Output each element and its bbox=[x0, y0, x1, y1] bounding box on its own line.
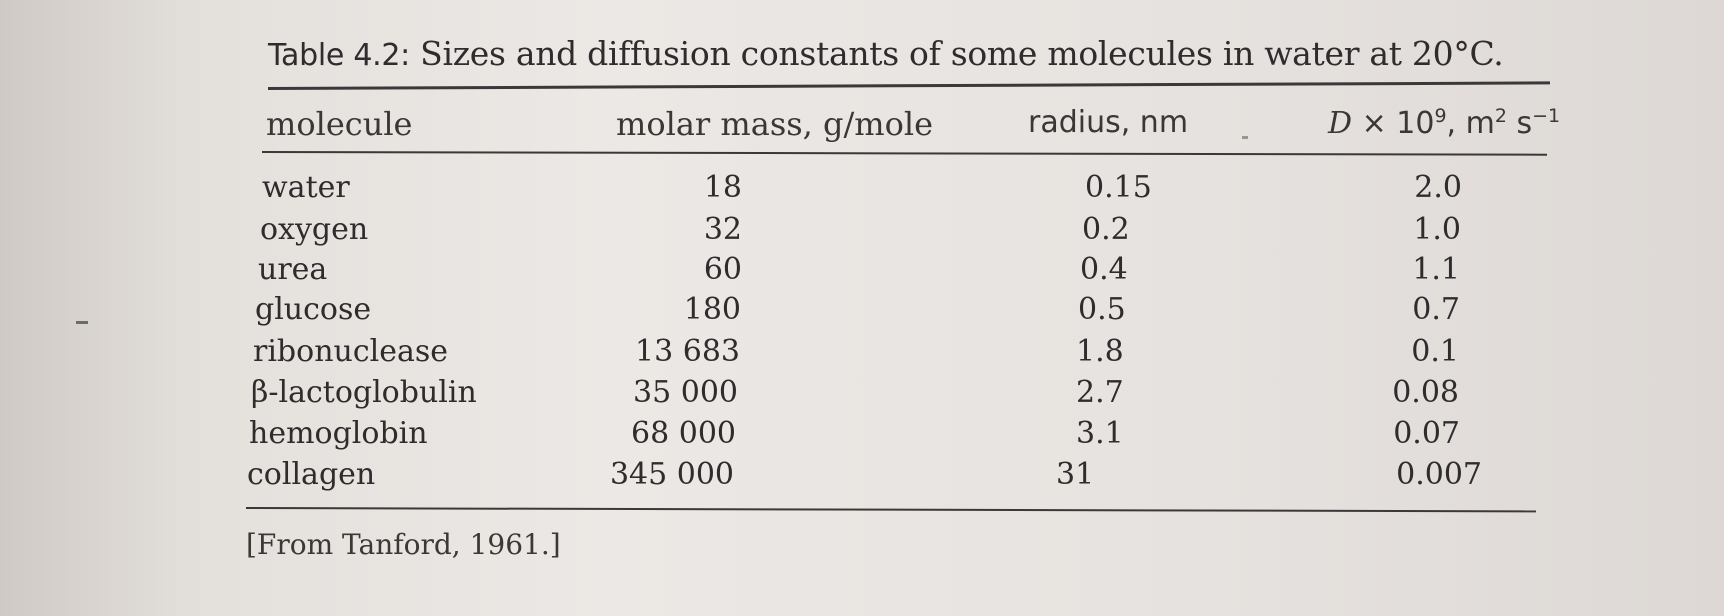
cell-mass: 68 000 bbox=[631, 416, 736, 451]
source-note: [From Tanford, 1961.] bbox=[246, 528, 561, 561]
cell-molecule: urea bbox=[258, 252, 328, 287]
ink-speck bbox=[1242, 136, 1248, 139]
cell-mass: 60 bbox=[703, 252, 742, 287]
table-row bbox=[0, 170, 1724, 210]
cell-radius: 0.2 bbox=[1082, 212, 1130, 247]
cell-diffusion: 2.0 bbox=[1414, 170, 1462, 205]
cell-molecule: hemoglobin bbox=[249, 416, 428, 451]
table-row bbox=[0, 252, 1724, 292]
header-molar-mass: molar mass, g/mole bbox=[616, 105, 934, 143]
header-diffusion-s-exp: −1 bbox=[1532, 105, 1561, 127]
cell-radius: 0.4 bbox=[1080, 252, 1128, 287]
cell-molecule: glucose bbox=[255, 292, 372, 327]
cell-diffusion: 0.07 bbox=[1393, 416, 1460, 451]
cell-diffusion: 0.007 bbox=[1396, 457, 1482, 492]
cell-radius: 31 bbox=[1056, 457, 1095, 492]
header-diffusion-s: s bbox=[1506, 106, 1533, 141]
table-caption bbox=[268, 34, 1503, 73]
cell-molecule: collagen bbox=[247, 457, 376, 492]
header-rule bbox=[262, 151, 1547, 156]
cell-mass: 345 000 bbox=[609, 457, 734, 492]
table-row bbox=[0, 375, 1724, 415]
cell-mass: 18 bbox=[703, 170, 742, 205]
caption-text: Sizes and diffusion constants of some molecules in water at 20°C. bbox=[420, 34, 1504, 73]
cell-radius: 3.1 bbox=[1076, 416, 1124, 451]
cell-diffusion: 1.0 bbox=[1413, 212, 1461, 247]
cell-diffusion: 0.7 bbox=[1412, 292, 1460, 327]
header-molecule: molecule bbox=[266, 105, 413, 143]
table-row bbox=[0, 292, 1724, 332]
cell-radius: 0.15 bbox=[1085, 170, 1152, 205]
cell-molecule: ribonuclease bbox=[253, 334, 449, 369]
cell-mass: 180 bbox=[683, 292, 741, 327]
header-diffusion-times: × 10 bbox=[1352, 106, 1435, 141]
cell-radius: 2.7 bbox=[1076, 375, 1124, 410]
table-row bbox=[0, 457, 1724, 497]
header-diffusion-unit-exp: 2 bbox=[1494, 105, 1507, 127]
cell-radius: 1.8 bbox=[1076, 334, 1124, 369]
bottom-rule bbox=[246, 507, 1536, 512]
table-row bbox=[0, 212, 1724, 252]
cell-diffusion: 0.08 bbox=[1392, 375, 1459, 410]
cell-diffusion: 1.1 bbox=[1412, 252, 1460, 287]
cell-molecule: oxygen bbox=[260, 212, 369, 247]
caption-label: Table 4.2: bbox=[268, 38, 410, 73]
cell-radius: 0.5 bbox=[1078, 292, 1126, 327]
header-radius: radius, nm bbox=[1028, 105, 1189, 140]
top-rule bbox=[268, 81, 1550, 90]
header-diffusion bbox=[1328, 105, 1560, 141]
table-row bbox=[0, 416, 1724, 456]
header-diffusion-exp: 9 bbox=[1434, 105, 1447, 127]
cell-mass: 32 bbox=[703, 212, 742, 247]
cell-mass: 35 000 bbox=[633, 375, 738, 410]
table-row bbox=[0, 334, 1724, 374]
cell-mass: 13 683 bbox=[635, 334, 740, 369]
cell-diffusion: 0.1 bbox=[1411, 334, 1459, 369]
header-diffusion-symbol: D bbox=[1328, 106, 1353, 141]
cell-molecule: water bbox=[262, 170, 350, 205]
header-diffusion-unit: , m bbox=[1446, 106, 1495, 141]
cell-molecule: β-lactoglobulin bbox=[251, 375, 477, 410]
